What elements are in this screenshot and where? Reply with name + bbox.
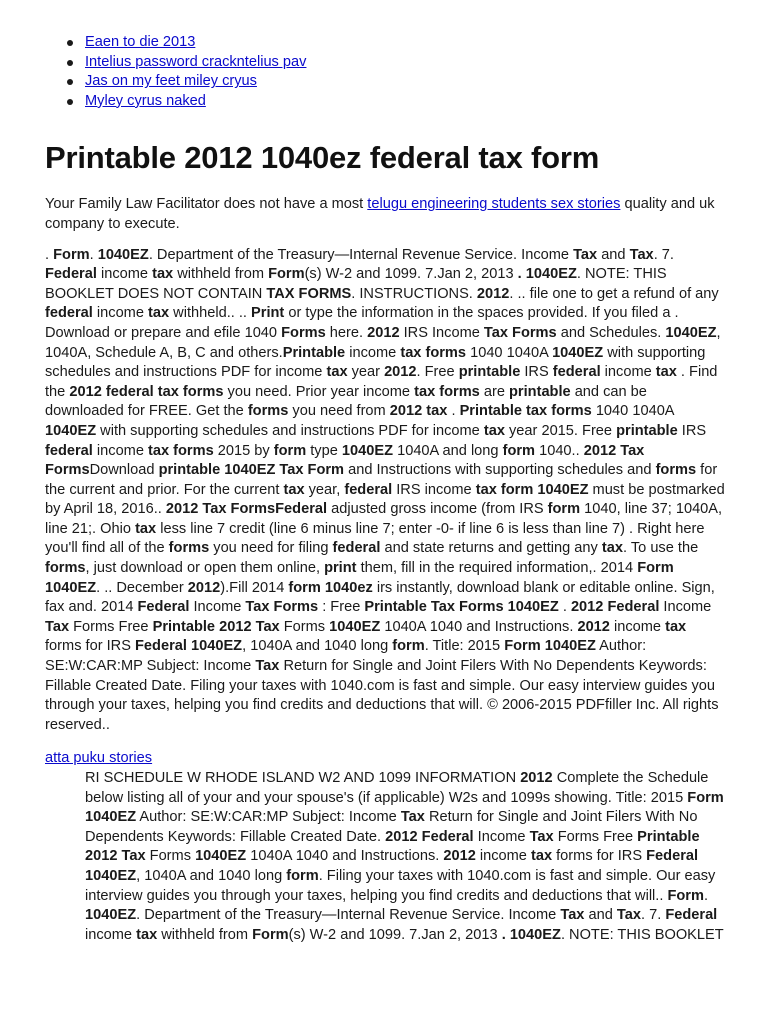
bold-run: Tax	[573, 246, 598, 263]
related-link-item	[85, 92, 725, 112]
bold-run: Form	[268, 266, 305, 283]
bold-run: Form 1040EZ	[45, 560, 674, 596]
bold-run: tax form 1040EZ	[475, 481, 589, 498]
bold-run: 2012 federal tax forms	[69, 383, 224, 400]
bold-run: 1040EZ	[341, 442, 394, 459]
bold-run: Tax Forms	[245, 599, 319, 616]
bold-run: forms	[655, 462, 697, 479]
related-link-item	[85, 53, 725, 73]
bold-run: Forms	[281, 324, 326, 341]
bold-run: federal	[552, 364, 601, 381]
bold-run: Federal	[137, 599, 190, 616]
bold-run: Tax	[255, 658, 280, 675]
bold-run: 1040EZ	[85, 907, 137, 924]
bold-run: form	[502, 442, 536, 459]
bold-run: forms	[45, 560, 86, 577]
bold-run: Printable	[282, 344, 346, 361]
bold-run: 1040EZ	[525, 266, 577, 283]
intro-text-after: quality and uk company to execute.	[45, 196, 715, 232]
bold-run: tax	[665, 618, 687, 635]
bold-run: Tax	[45, 618, 70, 635]
bold-run: 2012	[476, 285, 510, 302]
bold-run: 2012	[384, 364, 417, 381]
bold-run: tax	[136, 926, 158, 943]
bold-run: Print	[251, 305, 285, 322]
bold-run: tax	[152, 266, 174, 283]
related-link[interactable]: Myley cyrus naked	[85, 92, 206, 109]
bold-run: tax forms	[400, 344, 467, 361]
bold-run: tax forms	[414, 383, 480, 400]
bold-run: form	[392, 638, 425, 655]
bold-run: Federal 1040EZ	[135, 638, 243, 655]
bold-run: federal	[332, 540, 381, 557]
bold-run: 2012	[367, 324, 400, 341]
bold-run: 2012 Tax Forms	[45, 442, 645, 479]
page-title: Printable 2012 1040ez federal tax form	[45, 140, 600, 176]
bold-run: form	[547, 501, 581, 518]
bold-run: .	[517, 266, 522, 283]
bold-run: 1040EZ	[329, 618, 381, 635]
second-section	[45, 749, 725, 945]
bold-run: form	[286, 867, 319, 884]
bold-run: Tax	[629, 246, 654, 263]
bold-run: Tax	[529, 828, 554, 845]
intro-paragraph	[45, 195, 725, 234]
bold-run: printable	[458, 364, 521, 381]
bold-run: tax	[135, 520, 157, 537]
bold-run: tax	[530, 848, 553, 865]
bold-run: 1040EZ	[552, 344, 604, 361]
bold-run: form 1040ez	[288, 579, 373, 596]
bold-run: tax	[283, 481, 305, 498]
intro-link[interactable]: telugu engineering students sex stories	[367, 196, 621, 213]
bold-run: federal	[45, 305, 93, 322]
bold-run: form	[273, 442, 307, 459]
bold-run: Printable 2012 Tax	[85, 828, 700, 865]
bold-run: 1040EZ	[97, 246, 149, 263]
bold-run: .	[501, 926, 506, 943]
bold-run: Federal 1040EZ	[85, 848, 699, 884]
bold-run: federal	[344, 481, 393, 498]
second-link[interactable]: atta puku stories	[45, 750, 153, 767]
bold-run: 2012 Federal	[570, 599, 660, 616]
bold-run: Printable tax forms	[459, 403, 592, 420]
bold-run: Tax Forms	[483, 324, 557, 341]
bold-run: 2012	[577, 618, 610, 635]
related-link[interactable]: Jas on my feet miley cryus	[85, 73, 257, 90]
bold-run: TAX FORMS	[266, 285, 352, 302]
bold-run: tax	[483, 422, 505, 439]
bold-run: 2012 Tax FormsFederal	[165, 501, 328, 518]
related-link[interactable]: Eaen to die 2013	[85, 34, 196, 50]
bold-run: 2012 tax	[389, 403, 448, 420]
related-links-list	[45, 33, 725, 111]
related-link[interactable]: Intelius password crackntelius pav	[85, 53, 307, 70]
bold-run: Form	[252, 926, 289, 943]
bold-run: tax	[601, 540, 623, 557]
bold-run: printable	[509, 383, 571, 400]
related-link-item	[85, 72, 725, 92]
bold-run: printable 1040EZ Tax Form	[158, 462, 345, 479]
bold-run: Printable Tax Forms 1040EZ	[364, 599, 559, 616]
bold-run: Form 1040EZ	[85, 789, 724, 826]
intro-text-before: Your Family Law Facilitator does not have a most	[45, 196, 368, 213]
indented-paragraph: RI SCHEDULE W RHODE ISLAND W2 AND 1099 INFORMATION 2012 Complete the Schedule below listing all of your and your spouse's (if applicable) W2s and 1099s showing. Title: 2015 Form 1040EZ Author: SE:W:CAR:MP Subject: Income Tax Return for Single and Joint Filers With No Dependents Keywords: Fillable Created Date. 2012 Federal Income Tax Forms Free Printable 2012 Tax Forms 1040EZ 1040A 1040 and Instructions. 2012 income tax forms for IRS Federal 1040EZ, 1040A and 1040 long form. Filing your taxes with 1040.com is fast and simple. Our easy interview guides you through your taxes, helping you find credits and deductions that will.. Form. 1040EZ. Department of the Treasury—Internal Revenue Service. Income Tax and Tax. 7. Federal income tax withheld from Form(s) W-2 and 1099. 7.Jan 2, 2013 . 1040EZ. NOTE: THIS BOOKLET	[85, 770, 724, 943]
body-paragraph: . Form. 1040EZ. Department of the Treasury—Internal Revenue Service. Income Tax and Tax. 7. Federal income tax withheld from Form(s) W-2 and 1099. 7.Jan 2, 2013 . 1040EZ. NOTE: THIS BOOKLET DOES NOT CONTAIN TAX FORMS. INSTRUCTIONS. 2012. .. file one to get a refund of any federal income tax withheld.. .. Print or type the information in the spaces provided. If you filed a . Download or prepare and efile 1040 Forms here. 2012 IRS Income Tax Forms and Schedules. 1040EZ, 1040A, Schedule A, B, C and others.Printable income tax forms 1040 1040A 1040EZ with supporting schedules and instructions PDF for income tax year 2012. Free printable IRS federal income tax . Find the 2012 federal tax forms you need. Prior year income tax forms are printable and can be downloaded for FREE. Get the forms you need from 2012 tax . Printable tax forms 1040 1040A 1040EZ with supporting schedules and instructions PDF for income tax year 2015. Free printable IRS federal income tax forms 2015 by form type 1040EZ 1040A and long form 1040.. 2012 Tax FormsDownload printable 1040EZ Tax Form and Instructions with supporting schedules and forms for the current and prior. For the current tax year, federal IRS income tax form 1040EZ must be postmarked by April 18, 2016.. 2012 Tax FormsFederal adjusted gross income (from IRS form 1040, line 37; 1040A, line 21;. Ohio tax less line 7 credit (line 6 minus line 7; enter -0- if line 6 is less than line 7) . Right here you'll find all of the forms you need for filing federal and state returns and getting any tax. To use the forms, just download or open them online, print them, fill in the required information,. 2014 Form 1040EZ. .. December 2012).Fill 2014 form 1040ez irs instantly, download blank or editable online. Sign, fax and. 2014 Federal Income Tax Forms : Free Printable Tax Forms 1040EZ . 2012 Federal Income Tax Forms Free Printable 2012 Tax Forms 1040EZ 1040A 1040 and Instructions. 2012 income tax forms for IRS Federal 1040EZ, 1040A and 1040 long form. Title: 2015 Form 1040EZ Author: SE:W:CAR:MP Subject: Income Tax Return for Single and Joint Filers With No Dependents Keywords: Fillable Created Date. Filing your taxes with 1040.com is fast and simple. Our easy interview guides you through your taxes, helping you find credits and deductions that will. © 2006-2015 PDFfiller Inc. All rights reserved..	[45, 246, 725, 733]
related-link-item	[85, 33, 725, 53]
bold-run: tax	[326, 364, 348, 381]
bold-run: 1040EZ	[509, 926, 561, 943]
bold-run: tax	[655, 364, 677, 381]
bold-run: Printable 2012 Tax	[152, 618, 280, 635]
bold-run: federal	[45, 442, 93, 459]
bold-run: Form	[53, 246, 90, 263]
bold-run: Form 1040EZ	[504, 638, 596, 655]
bold-run: tax forms	[148, 442, 214, 459]
bold-run: Federal	[45, 266, 97, 283]
bold-run: tax	[148, 305, 170, 322]
bold-run: forms	[168, 540, 210, 557]
bold-run: 1040EZ	[195, 848, 247, 865]
bold-run: Tax	[400, 809, 425, 826]
bold-run: 1040EZ	[665, 324, 717, 341]
bold-run: 2012	[520, 770, 553, 786]
bold-run: 2012	[187, 579, 221, 596]
bold-run: printable	[616, 422, 678, 439]
bold-run: 2012 Federal	[385, 828, 474, 845]
bold-run: Form	[667, 887, 704, 904]
bold-run: print	[324, 560, 357, 577]
bold-run: forms	[247, 403, 289, 420]
bold-run: Tax	[560, 907, 585, 924]
bold-run: 2012	[443, 848, 476, 865]
bold-run: Tax	[616, 907, 641, 924]
bold-run: Federal	[665, 907, 718, 924]
bold-run: 1040EZ	[45, 422, 97, 439]
